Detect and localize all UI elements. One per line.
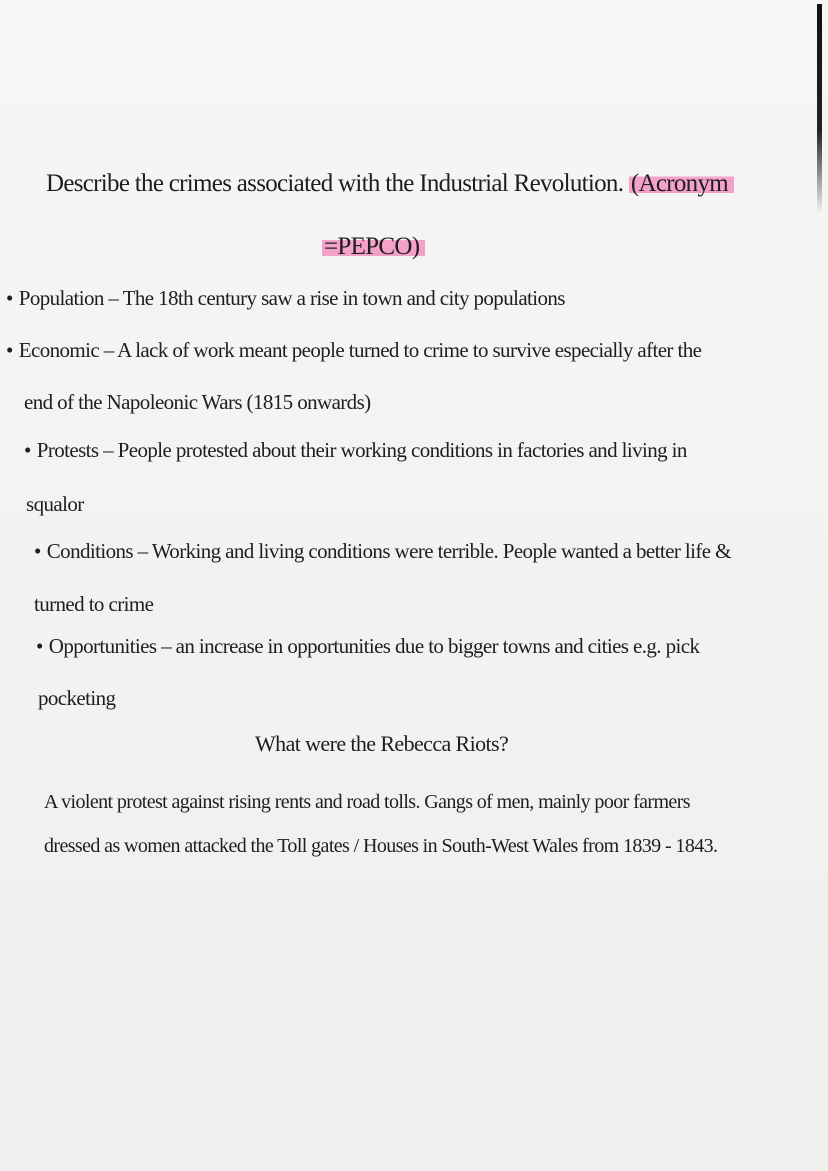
bullet-text: squalor — [26, 492, 84, 516]
question-1-title: Describe the crimes associated with the Industrial Revolution. — [46, 170, 624, 197]
bullet-icon: • — [36, 634, 43, 658]
acronym-highlight-1: (Acronym — [629, 170, 734, 197]
bullet-text: end of the Napoleonic Wars (1815 onwards) — [24, 390, 371, 414]
question-1-heading-cont — [322, 233, 425, 261]
bullet-text: turned to crime — [34, 592, 154, 616]
bullet-text: Opportunities – an increase in opportunities due to bigger towns and cities e.g. pick — [48, 634, 700, 658]
bullet-protests-cont — [26, 492, 84, 517]
bullet-icon: • — [6, 338, 13, 362]
page-edge-shadow — [817, 4, 822, 214]
question-1-heading — [46, 170, 734, 198]
bullet-population — [6, 286, 565, 311]
bullet-conditions — [34, 539, 731, 564]
bullet-text: Economic – A lack of work meant people turned to crime to survive especially after the — [18, 338, 702, 362]
bullet-text: Conditions – Working and living conditions were terrible. People wanted a better life & — [46, 539, 731, 563]
bullet-text: Population – The 18th century saw a rise in town and city populations — [18, 286, 565, 310]
bullet-icon: • — [24, 438, 31, 462]
acronym-highlight-2: =PEPCO) — [322, 233, 425, 260]
question-2-answer-line-1: A violent protest against rising rents and road tolls. Gangs of men, mainly poor farmers — [44, 791, 690, 813]
question-2-answer-line-2: dressed as women attacked the Toll gates / Houses in South-West Wales from 1839 - 1843. — [44, 835, 718, 857]
bullet-icon: • — [6, 286, 13, 310]
bullet-economic-cont — [24, 390, 371, 415]
bullet-protests — [24, 438, 687, 463]
question-2-title: What were the Rebecca Riots? — [255, 731, 509, 756]
bullet-opportunities — [36, 634, 699, 659]
bullet-text: Protests – People protested about their working conditions in factories and living in — [36, 438, 687, 462]
bullet-economic — [6, 338, 701, 363]
bullet-opportunities-cont — [38, 686, 115, 711]
bullet-text: pocketing — [38, 686, 116, 710]
bullet-icon: • — [34, 539, 41, 563]
bullet-conditions-cont — [34, 592, 153, 617]
